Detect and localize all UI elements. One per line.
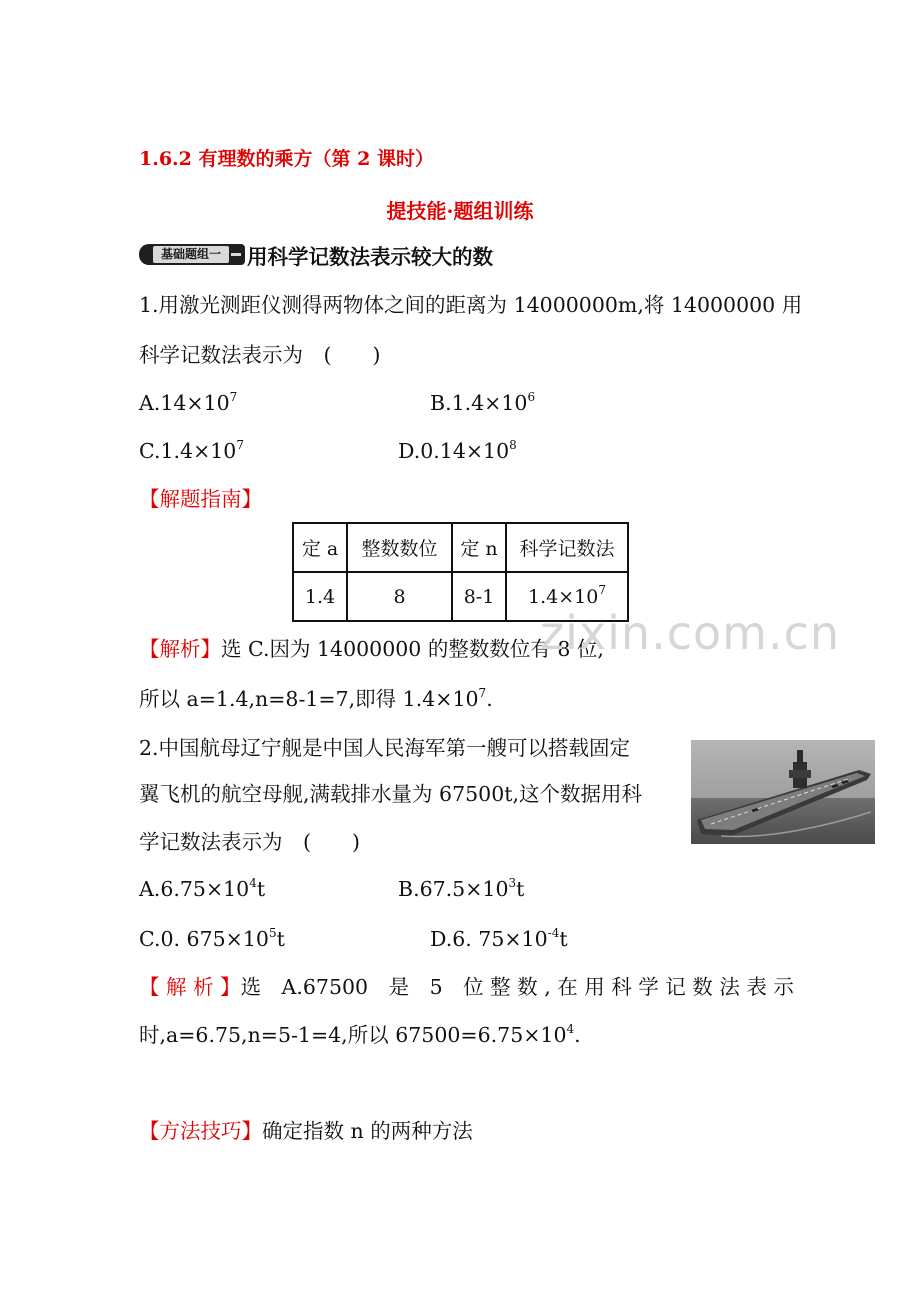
- q2-stem-line2: 翼飞机的航空母舰,满载排水量为 67500t,这个数据用科: [139, 782, 642, 806]
- table-header-cell: 定 a: [293, 523, 347, 572]
- group-title: 用科学记数法表示较大的数: [247, 245, 493, 269]
- q1-option-b: $B.1.4\times 10^6$: [430, 390, 536, 415]
- table-cell: 8: [347, 572, 452, 621]
- q2-stem-line1: 2.中国航母辽宁舰是中国人民海军第一艘可以搭载固定: [139, 736, 631, 760]
- table-cell: $1.4\times 10^7$: [506, 572, 628, 621]
- q2-option-a: $A.6.75\times 10^4t$: [139, 876, 266, 901]
- aircraft-carrier-photo: [691, 740, 875, 844]
- q1-analysis-line1: 【解析】选 C.因为 14000000 的整数数位有 8 位,: [139, 637, 604, 661]
- q2-option-b: $B.67.5\times 10^3t$: [398, 876, 525, 901]
- method-label: 【方法技巧】: [139, 1119, 262, 1143]
- q1-guide-label: 【解题指南】: [139, 487, 262, 511]
- group-badge: [139, 244, 245, 265]
- method-tips: 【方法技巧】确定指数 n 的两种方法: [139, 1119, 473, 1143]
- watermark: zixin.com.cn: [540, 606, 841, 660]
- q2-analysis-label: 【 解 析 】: [139, 975, 241, 999]
- q2-option-d: D.6. $75\times 10^{-4}t$: [430, 926, 568, 951]
- group-badge-tail: [231, 253, 241, 256]
- q2-analysis-line1: 【 解 析 】选 A.67500 是 5 位 整 数 , 在 用 科 学 记 数 法 表 示: [139, 975, 794, 999]
- table-header-cell: 科学记数法: [506, 523, 628, 572]
- q1-option-d: $D.0.14\times 10^8$: [398, 438, 517, 463]
- q2-stem-line3: 学记数法表示为 ( ): [139, 830, 360, 854]
- q1-analysis-label: 【解析】: [139, 637, 221, 661]
- aircraft-carrier-image: [691, 740, 875, 844]
- q2-analysis-line2: 时,a=6.75,n=5-1=4,所以 $67500=6.75\times 10^4$.: [139, 1022, 581, 1047]
- table-cell: 8-1: [452, 572, 506, 621]
- q2-option-c: C.0. $675\times 10^5t$: [139, 926, 285, 951]
- document-title: 1.6.2 有理数的乘方（第 2 课时）: [139, 148, 434, 170]
- group-badge-label: 基础题组一: [153, 246, 229, 263]
- section-title: 提技能·题组训练: [386, 199, 534, 223]
- q1-stem-line2: 科学记数法表示为 ( ): [139, 343, 381, 367]
- q1-option-a: $A.14\times 10^7$: [139, 390, 238, 415]
- q1-analysis-line2: 所以 a=1.4,n=8-1=7,即得 $1.4\times 10^7$.: [139, 686, 493, 711]
- table-header-row: [293, 523, 628, 572]
- table-header-cell: 整数数位: [347, 523, 452, 572]
- table-cell: 1.4: [293, 572, 347, 621]
- table-header-cell: 定 n: [452, 523, 506, 572]
- q1-stem-line1: 1.用激光测距仪测得两物体之间的距离为 14000000m,将 14000000 用: [139, 293, 803, 317]
- q1-option-c: $C.1.4\times 10^7$: [139, 438, 244, 463]
